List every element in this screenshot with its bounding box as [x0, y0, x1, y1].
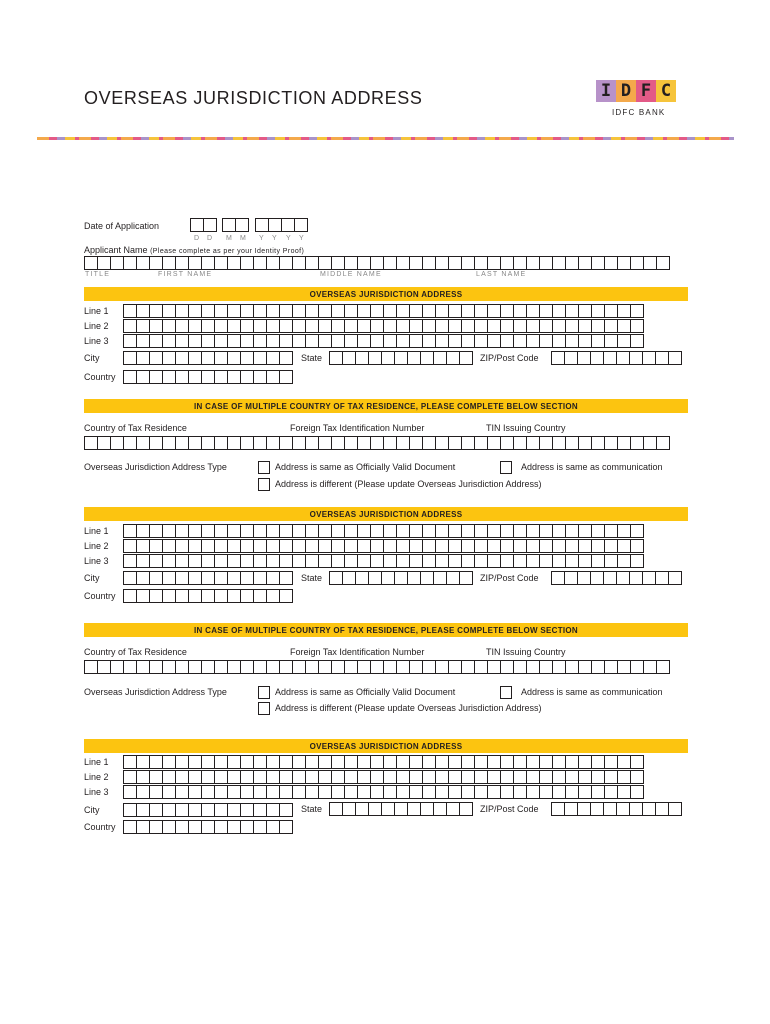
name-part-middle: MIDDLE NAME: [320, 271, 382, 278]
different-option-label: Address is different (Please update Overseas Jurisdiction Address): [275, 703, 542, 713]
line2-boxes[interactable]: [123, 539, 643, 553]
tin-country-label: TIN Issuing Country: [486, 423, 566, 433]
line3-label: Line 3: [84, 787, 109, 797]
zip-boxes[interactable]: [551, 571, 681, 585]
line2-label: Line 2: [84, 541, 109, 551]
line3-boxes[interactable]: [123, 554, 643, 568]
country-label: Country: [84, 372, 116, 382]
line2-label: Line 2: [84, 321, 109, 331]
communication-option-label: Address is same as communication: [521, 462, 663, 472]
line1-boxes[interactable]: [123, 524, 643, 538]
state-label: State: [301, 573, 323, 583]
state-label: State: [301, 804, 323, 814]
zip-label: ZIP/Post Code: [480, 353, 539, 363]
idfc-logo: [596, 80, 676, 102]
multi-residence-header: IN CASE OF MULTIPLE COUNTRY OF TAX RESIDENCE, PLEASE COMPLETE BELOW SECTION: [84, 623, 688, 637]
logo-letter: C: [656, 80, 676, 102]
line2-boxes[interactable]: [123, 770, 643, 784]
country-boxes[interactable]: [123, 589, 292, 603]
section-header: OVERSEAS JURISDICTION ADDRESS: [84, 507, 688, 521]
logo-letter: D: [616, 80, 636, 102]
country-boxes[interactable]: [123, 370, 292, 384]
name-part-last: LAST NAME: [476, 271, 527, 278]
name-part-title: TITLE: [85, 271, 111, 278]
line3-boxes[interactable]: [123, 334, 643, 348]
tin-label: Foreign Tax Identification Number: [290, 647, 425, 657]
city-label: City: [84, 805, 100, 815]
tax-residence-boxes[interactable]: [84, 660, 669, 674]
city-label: City: [84, 573, 100, 583]
zip-label: ZIP/Post Code: [480, 573, 539, 583]
communication-checkbox[interactable]: [500, 461, 512, 474]
line3-label: Line 3: [84, 336, 109, 346]
date-label: Date of Application: [84, 221, 160, 231]
applicant-label: Applicant Name: [84, 245, 148, 255]
line1-label: Line 1: [84, 526, 109, 536]
line1-label: Line 1: [84, 757, 109, 767]
city-boxes[interactable]: [123, 351, 292, 365]
date-hint-y: Y: [272, 235, 278, 242]
bank-name: IDFC BANK: [612, 108, 666, 117]
date-hint-d: D: [194, 235, 201, 242]
addr-type-label: Overseas Jurisdiction Address Type: [84, 462, 227, 472]
line3-label: Line 3: [84, 556, 109, 566]
date-hint-y: Y: [259, 235, 265, 242]
residence-label: Country of Tax Residence: [84, 647, 187, 657]
tin-label: Foreign Tax Identification Number: [290, 423, 425, 433]
state-boxes[interactable]: [329, 802, 472, 816]
section-header: OVERSEAS JURISDICTION ADDRESS: [84, 739, 688, 753]
communication-option-label: Address is same as communication: [521, 687, 663, 697]
date-hint-m: M: [226, 235, 234, 242]
date-month-boxes[interactable]: [222, 218, 248, 232]
line1-boxes[interactable]: [123, 755, 643, 769]
country-boxes[interactable]: [123, 820, 292, 834]
date-hint-y: Y: [286, 235, 292, 242]
different-checkbox[interactable]: [258, 478, 270, 491]
state-boxes[interactable]: [329, 571, 472, 585]
different-checkbox[interactable]: [258, 702, 270, 715]
multi-residence-header: IN CASE OF MULTIPLE COUNTRY OF TAX RESIDENCE, PLEASE COMPLETE BELOW SECTION: [84, 399, 688, 413]
ovd-option-label: Address is same as Officially Valid Document: [275, 462, 456, 472]
applicant-note: (Please complete as per your Identity Proof): [150, 248, 305, 255]
city-boxes[interactable]: [123, 571, 292, 585]
line2-label: Line 2: [84, 772, 109, 782]
city-boxes[interactable]: [123, 803, 292, 817]
date-year-boxes[interactable]: [255, 218, 307, 232]
ovd-checkbox[interactable]: [258, 461, 270, 474]
different-option-label: Address is different (Please update Overseas Jurisdiction Address): [275, 479, 542, 489]
date-day-boxes[interactable]: [190, 218, 216, 232]
line3-boxes[interactable]: [123, 785, 643, 799]
applicant-name-boxes[interactable]: [84, 256, 669, 270]
line1-label: Line 1: [84, 306, 109, 316]
country-label: Country: [84, 591, 116, 601]
ovd-option-label: Address is same as Officially Valid Document: [275, 687, 456, 697]
date-hint-d: D: [207, 235, 214, 242]
country-label: Country: [84, 822, 116, 832]
zip-boxes[interactable]: [551, 351, 681, 365]
city-label: City: [84, 353, 100, 363]
zip-label: ZIP/Post Code: [480, 804, 539, 814]
state-label: State: [301, 353, 323, 363]
page-title: OVERSEAS JURISDICTION ADDRESS: [84, 88, 423, 108]
section-header: OVERSEAS JURISDICTION ADDRESS: [84, 287, 688, 301]
communication-checkbox[interactable]: [500, 686, 512, 699]
date-hint-y: Y: [299, 235, 305, 242]
tin-country-label: TIN Issuing Country: [486, 647, 566, 657]
state-boxes[interactable]: [329, 351, 472, 365]
tax-residence-boxes[interactable]: [84, 436, 669, 450]
residence-label: Country of Tax Residence: [84, 423, 187, 433]
decorative-stripe: [37, 137, 734, 140]
addr-type-label: Overseas Jurisdiction Address Type: [84, 687, 227, 697]
logo-letter: I: [596, 80, 616, 102]
line1-boxes[interactable]: [123, 304, 643, 318]
date-hint-m: M: [240, 235, 248, 242]
ovd-checkbox[interactable]: [258, 686, 270, 699]
line2-boxes[interactable]: [123, 319, 643, 333]
name-part-first: FIRST NAME: [158, 271, 213, 278]
zip-boxes[interactable]: [551, 802, 681, 816]
logo-letter: F: [636, 80, 656, 102]
